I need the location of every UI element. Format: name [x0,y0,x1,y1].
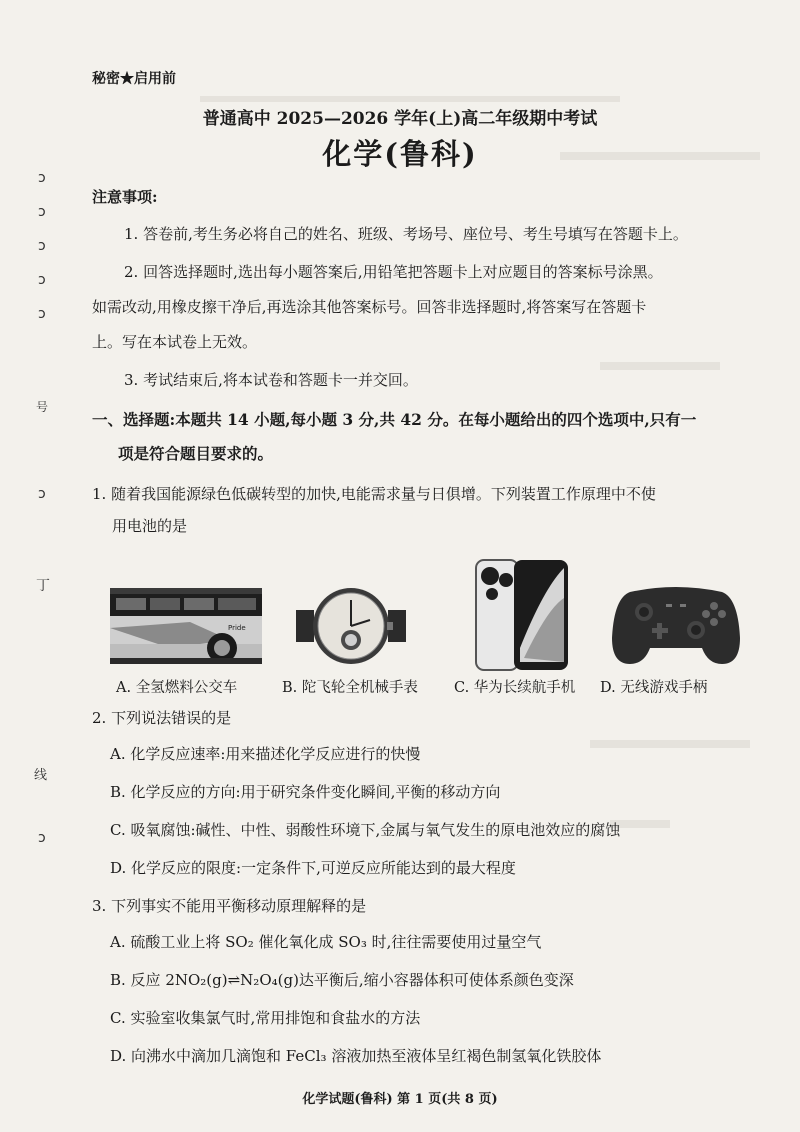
gamepad-image [610,578,742,670]
watch-image [296,580,406,672]
margin-mark: ↄ [38,204,46,220]
margin-mark: ↄ [38,238,46,254]
question-3-option-d: D. 向沸水中滴加几滴饱和 FeCl₃ 溶液加热至液体呈红褐色制氢氧化铁胶体 [110,1047,602,1065]
bleed-through-mark [600,362,720,370]
question-2-option-d: D. 化学反应的限度:一定条件下,可逆反应所能达到的最大程度 [110,859,516,877]
margin-mark: ↄ [38,306,46,322]
question-3-option-b: B. 反应 2NO₂(g)⇌N₂O₄(g)达平衡后,缩小容器体积可使体系颜色变深 [110,971,574,989]
notice-item-2-line-2: 如需改动,用橡皮擦干净后,再选涂其他答案标号。回答非选择题时,将答案写在答题卡 [92,298,647,316]
question-2-stem: 2. 下列说法错误的是 [92,709,232,727]
margin-mark: ↄ [38,272,46,288]
notice-item-2-line-3: 上。写在本试卷上无效。 [92,333,258,351]
notice-item-2-line-1: 2. 回答选择题时,选出每小题答案后,用铅笔把答题卡上对应题目的答案标号涂黑。 [124,263,663,281]
option-c-label: C. 华为长续航手机 [454,680,576,696]
bus-badge: Pride [228,624,246,632]
margin-mark: 丁 [36,578,50,594]
exam-title: 普通高中 2025—2026 学年(上)高二年级期中考试 [202,109,598,129]
option-b-label: B. 陀飞轮全机械手表 [282,680,418,696]
question-2-option-c: C. 吸氧腐蚀:碱性、中性、弱酸性环境下,金属与氧气发生的原电池效应的腐蚀 [110,821,621,839]
confidential-label: 秘密★启用前 [92,71,176,87]
question-2-option-b: B. 化学反应的方向:用于研究条件变化瞬间,平衡的移动方向 [110,783,501,801]
margin-mark: ↄ [38,830,46,846]
page-footer: 化学试题(鲁科) 第 1 页(共 8 页) [302,1092,498,1107]
margin-mark: ↄ [38,170,46,186]
question-1-stem-line-2: 用电池的是 [112,517,188,535]
option-d-label: D. 无线游戏手柄 [600,680,708,696]
margin-mark: 号 [36,400,49,414]
bus-image [110,588,262,664]
phone-image [474,558,570,672]
section-heading-line-1: 一、选择题:本题共 14 小题,每小题 3 分,共 42 分。在每小题给出的四个选项中,只有一 [92,410,697,429]
bleed-through-mark [200,96,620,102]
question-3-option-c: C. 实验室收集氯气时,常用排饱和食盐水的方法 [110,1009,421,1027]
question-2-option-a: A. 化学反应速率:用来描述化学反应进行的快慢 [110,745,421,763]
notice-item-1: 1. 答卷前,考生务必将自己的姓名、班级、考场号、座位号、考生号填写在答题卡上。 [124,225,688,243]
margin-mark: 线 [34,768,48,783]
question-1-stem-line-1: 1. 随着我国能源绿色低碳转型的加快,电能需求量与日俱增。下列装置工作原理中不使 [92,485,656,503]
bleed-through-mark [590,740,750,748]
section-heading-line-2: 项是符合题目要求的。 [118,444,274,463]
notice-item-3: 3. 考试结束后,将本试卷和答题卡一并交回。 [124,371,418,389]
notice-heading: 注意事项: [92,188,158,206]
subject-title: 化学(鲁科) [322,137,478,171]
question-3-stem: 3. 下列事实不能用平衡移动原理解释的是 [92,897,367,915]
question-3-option-a: A. 硫酸工业上将 SO₂ 催化氧化成 SO₃ 时,往往需要使用过量空气 [110,933,542,951]
option-a-label: A. 全氢燃料公交车 [116,680,238,696]
margin-mark: ↄ [38,486,46,502]
